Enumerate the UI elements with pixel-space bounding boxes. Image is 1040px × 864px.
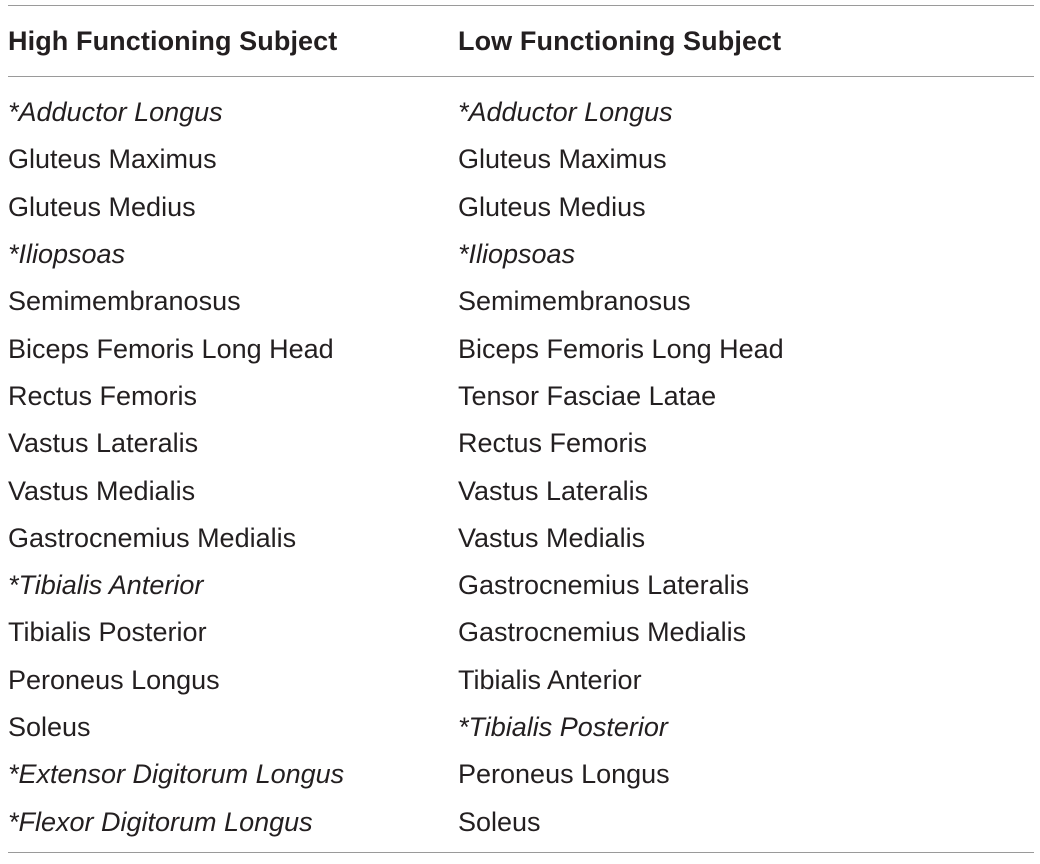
header-low-functioning: Low Functioning Subject [458, 25, 782, 56]
high-functioning-muscle-cell: *Extensor Digitorum Longus [8, 759, 345, 790]
low-functioning-muscle-cell: Rectus Femoris [458, 428, 648, 459]
low-functioning-muscle-cell: Gluteus Medius [458, 191, 646, 222]
table-row [8, 609, 1034, 656]
high-functioning-muscle-cell: *Tibialis Anterior [8, 570, 204, 601]
high-functioning-muscle-cell: *Flexor Digitorum Longus [8, 806, 313, 837]
low-functioning-muscle-cell: Gastrocnemius Lateralis [458, 570, 750, 601]
low-functioning-muscle-cell: Tibialis Anterior [458, 664, 642, 695]
low-functioning-muscle-cell: Peroneus Longus [458, 759, 670, 790]
high-functioning-muscle-cell: *Adductor Longus [8, 97, 223, 128]
table-row [8, 467, 1034, 514]
table-body [8, 77, 1034, 846]
low-functioning-muscle-cell: *Iliopsoas [458, 239, 576, 270]
table-row [8, 420, 1034, 467]
table-row [8, 184, 1034, 231]
table-row [8, 798, 1034, 845]
low-functioning-muscle-cell: Semimembranosus [458, 286, 691, 317]
high-functioning-muscle-cell: Tibialis Posterior [8, 617, 207, 648]
low-functioning-muscle-cell: Tensor Fasciae Latae [458, 380, 717, 411]
high-functioning-muscle-cell: Vastus Lateralis [8, 428, 199, 459]
table-header-row [8, 6, 1034, 76]
table-row [8, 231, 1034, 278]
high-functioning-muscle-cell: Semimembranosus [8, 286, 241, 317]
muscle-table [8, 0, 1034, 853]
high-functioning-muscle-cell: Rectus Femoris [8, 380, 198, 411]
table-row [8, 89, 1034, 136]
high-functioning-muscle-cell: Peroneus Longus [8, 664, 220, 695]
table-row [8, 562, 1034, 609]
high-functioning-muscle-cell: Soleus [8, 712, 91, 742]
table-row [8, 751, 1034, 798]
table-row [8, 704, 1034, 751]
table-row [8, 515, 1034, 562]
table-row [8, 373, 1034, 420]
table-row [8, 136, 1034, 183]
low-functioning-muscle-cell: Vastus Lateralis [458, 475, 649, 506]
table-row [8, 278, 1034, 325]
low-functioning-muscle-cell: *Tibialis Posterior [458, 712, 668, 742]
high-functioning-muscle-cell: Gluteus Maximus [8, 144, 217, 175]
high-functioning-muscle-cell: Vastus Medialis [8, 475, 196, 506]
high-functioning-muscle-cell: *Iliopsoas [8, 239, 126, 270]
low-functioning-muscle-cell: Gluteus Maximus [458, 144, 667, 175]
table-row [8, 657, 1034, 704]
low-functioning-muscle-cell: Soleus [458, 806, 541, 837]
low-functioning-muscle-cell: *Adductor Longus [458, 97, 673, 128]
low-functioning-muscle-cell: Gastrocnemius Medialis [458, 617, 747, 648]
low-functioning-muscle-cell: Biceps Femoris Long Head [458, 333, 784, 364]
low-functioning-muscle-cell: Vastus Medialis [458, 522, 646, 553]
high-functioning-muscle-cell: Gastrocnemius Medialis [8, 522, 297, 553]
table-row [8, 325, 1034, 372]
high-functioning-muscle-cell: Biceps Femoris Long Head [8, 333, 334, 364]
high-functioning-muscle-cell: Gluteus Medius [8, 191, 196, 222]
header-high-functioning: High Functioning Subject [8, 25, 338, 56]
table-bottom-rule [8, 852, 1034, 853]
